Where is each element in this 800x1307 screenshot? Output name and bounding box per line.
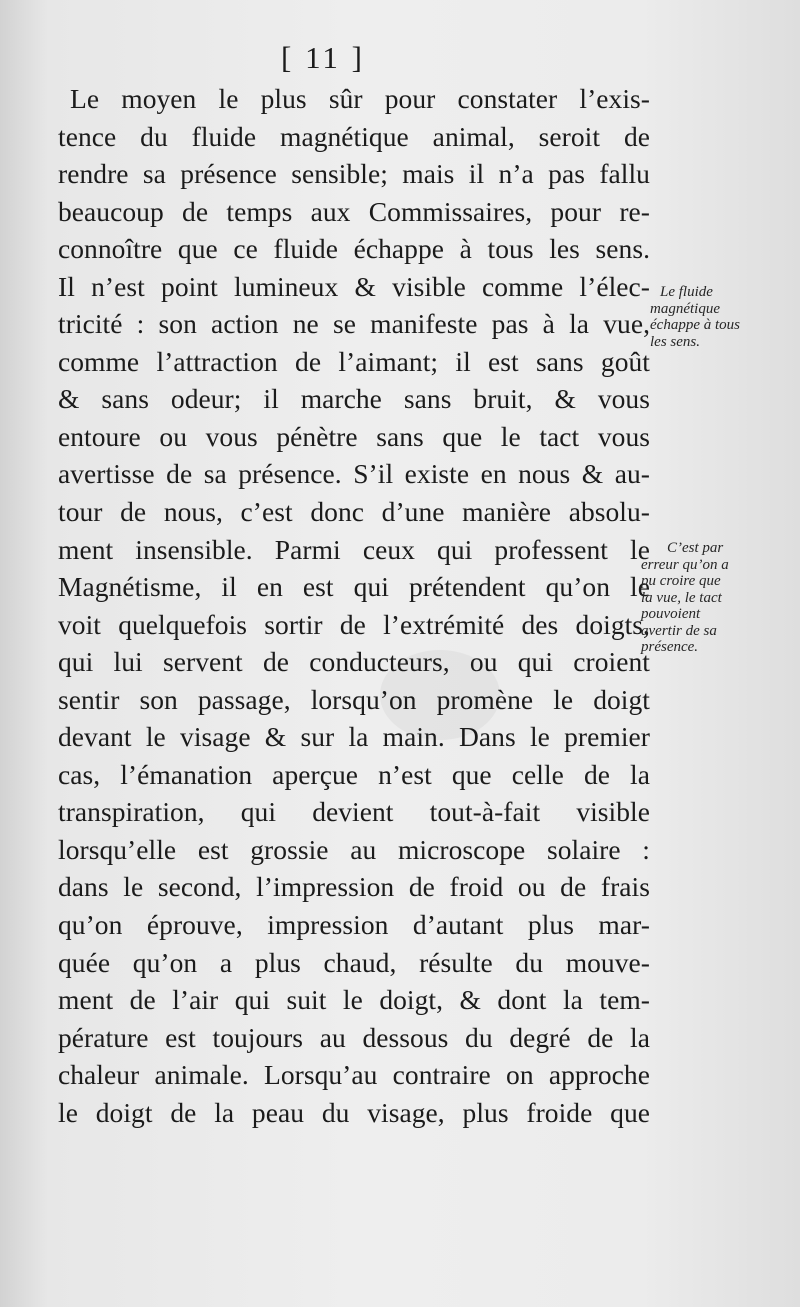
text-line: lorsqu’elle est grossie au microscope solaire : [58, 833, 650, 865]
text-line: le doigt de la peau du visage, plus froide que [58, 1096, 650, 1128]
text-line: ment de l’air qui suit le doigt, & dont la tem- [58, 984, 650, 1016]
text-line: dans le second, l’impression de froid ou de frais [58, 871, 650, 903]
margin-note-line: la vue, le tact [641, 589, 722, 606]
text-line: transpiration, qui devient tout-à-fait visible [58, 796, 650, 828]
text-line: qu’on éprouve, impression d’autant plus mar- [58, 909, 650, 941]
margin-note-line: magnétique [650, 300, 720, 317]
text-line: voit quelquefois sortir de l’extrémité des doigts, [58, 608, 650, 640]
margin-note-line: présence. [641, 639, 699, 655]
text-line: Magnétisme, il en est qui prétendent qu’on le [58, 571, 650, 603]
text-line: avertisse de sa présence. S’il existe en nous & au- [58, 458, 650, 490]
margin-note-line: échappe à tous [650, 317, 740, 333]
margin-note-line: C’est par [667, 540, 724, 556]
text-line: Le moyen le plus sûr pour constater l’exis- [70, 83, 650, 114]
margin-note-sight-touch-error [641, 540, 791, 656]
text-line: comme l’attraction de l’aimant; il est sans goût [58, 345, 650, 377]
text-line: chaleur animale. Lorsqu’au contraire on approche [58, 1059, 650, 1091]
text-line: beaucoup de temps aux Commissaires, pour re- [58, 195, 650, 227]
margin-note-line: pouvoient [641, 606, 701, 622]
text-line: devant le visage & sur la main. Dans le premier [58, 721, 650, 753]
text-line: tence du fluide magnétique animal, seroit de [58, 120, 650, 152]
text-line: pérature est toujours au dessous du degré de la [58, 1021, 650, 1053]
body-text [58, 80, 650, 1131]
text-line: connoître que ce fluide échappe à tous les sens. [58, 233, 650, 265]
text-line: sentir son passage, lorsqu’on promène le doigt [58, 683, 650, 715]
text-line: entoure ou vous pénètre sans que le tact vous [58, 420, 650, 452]
margin-note-line: Le fluide [660, 284, 713, 300]
margin-note-line: pu croire que [641, 573, 721, 589]
margin-note-line: erreur qu’on a [641, 556, 729, 573]
text-line: tour de nous, c’est donc d’une manière absolu- [58, 496, 650, 528]
text-line: quée qu’on a plus chaud, résulte du mouve- [58, 946, 650, 978]
text-line: ment insensible. Parmi ceux qui professent le [58, 533, 650, 565]
margin-note-fluid-escapes-senses [650, 284, 800, 350]
text-line: Il n’est point lumineux & visible comme l’élec- [58, 270, 650, 302]
margin-note-line: avertir de sa [641, 622, 717, 639]
text-line: rendre sa présence sensible; mais il n’a pas fallu [58, 158, 650, 190]
page-number: [ 11 ] [281, 40, 365, 75]
text-line: tricité : son action ne se manifeste pas à la vue, [58, 308, 650, 340]
margin-note-line: les sens. [650, 333, 700, 350]
text-line: qui lui servent de conducteurs, ou qui croient [58, 646, 650, 678]
text-line: & sans odeur; il marche sans bruit, & vous [58, 383, 650, 415]
text-line: cas, l’émanation aperçue n’est que celle de la [58, 758, 650, 790]
